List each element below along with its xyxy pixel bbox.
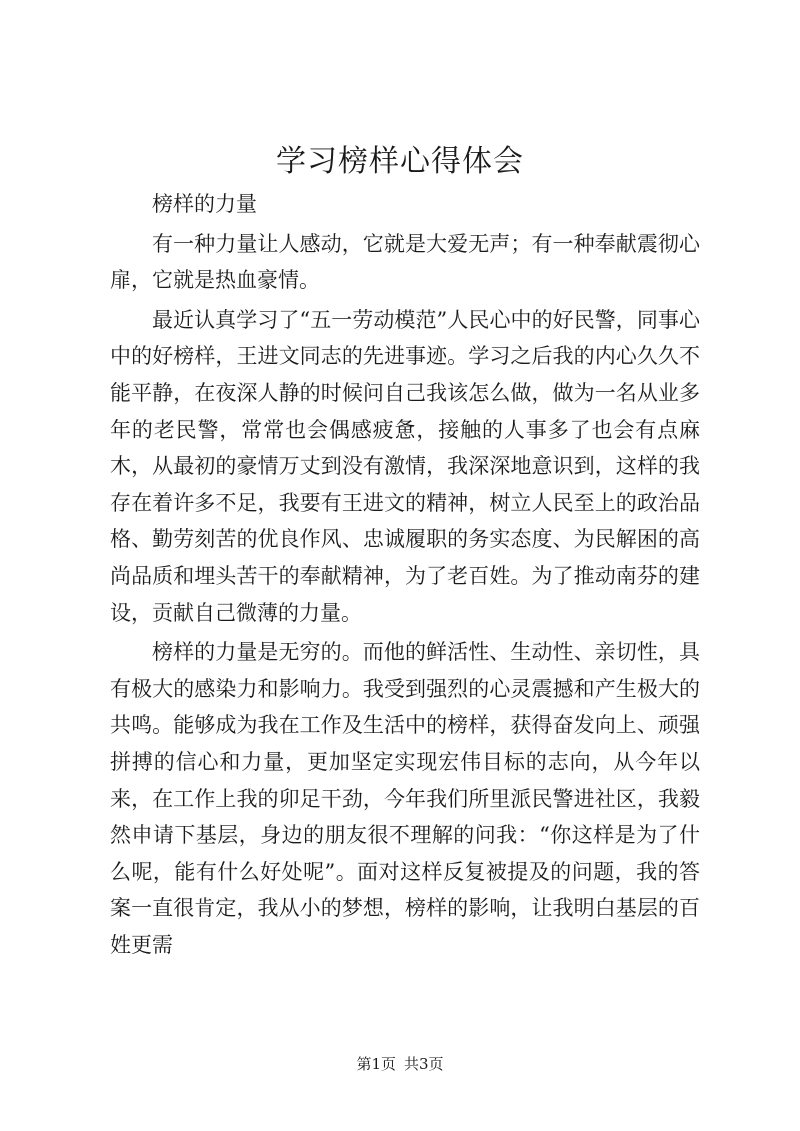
page-number: 第1页: [356, 1055, 396, 1073]
paragraph-1: 有一种力量让人感动，它就是大爱无声；有一种奉献震彻心扉，它就是热血豪情。: [110, 231, 700, 293]
document-body: [110, 186, 700, 963]
paragraph-3: 榜样的力量是无穷的。而他的鲜活性、生动性、亲切性，具有极大的感染力和影响力。我受到强烈的心灵震撼和产生极大的共鸣。能够成为我在工作及生活中的榜样，获得奋发向上、顽强拼搏的信心和力量，更加坚定实现宏伟目标的志向，从今年以来，在工作上我的卯足干劲，今年我们所里派民警进社区，我毅然申请下基层，身边的朋友很不理解的问我：“你这样是为了什么呢，能有什么好处呢”。面对这样反复被提及的问题，我的答案一直很肯定，我从小的梦想，榜样的影响，让我明白基层的百姓更需: [110, 640, 700, 957]
page-footer: [0, 1054, 800, 1074]
document-title: 学习榜样心得体会: [276, 144, 524, 179]
paragraph-2: 最近认真学习了“五一劳动模范”人民心中的好民警，同事心中的好榜样，王进文同志的先进事迹。学习之后我的内心久久不能平静，在夜深人静的时候问自己我该怎么做，做为一名从业多年的老民警，常常也会偶感疲惫，接触的人事多了也会有点麻木，从最初的豪情万丈到没有激情，我深深地意识到，这样的我存在着许多不足，我要有王进文的精神，树立人民至上的政治品格、勤劳刻苦的优良作风、忠诚履职的务实态度、为民解困的高尚品质和埋头苦干的奉献精神，为了老百姓。为了推动南芬的建设，贡献自己微薄的力量。: [110, 307, 700, 625]
section-heading: 榜样的力量: [152, 192, 257, 216]
page-total: 共3页: [404, 1055, 444, 1073]
